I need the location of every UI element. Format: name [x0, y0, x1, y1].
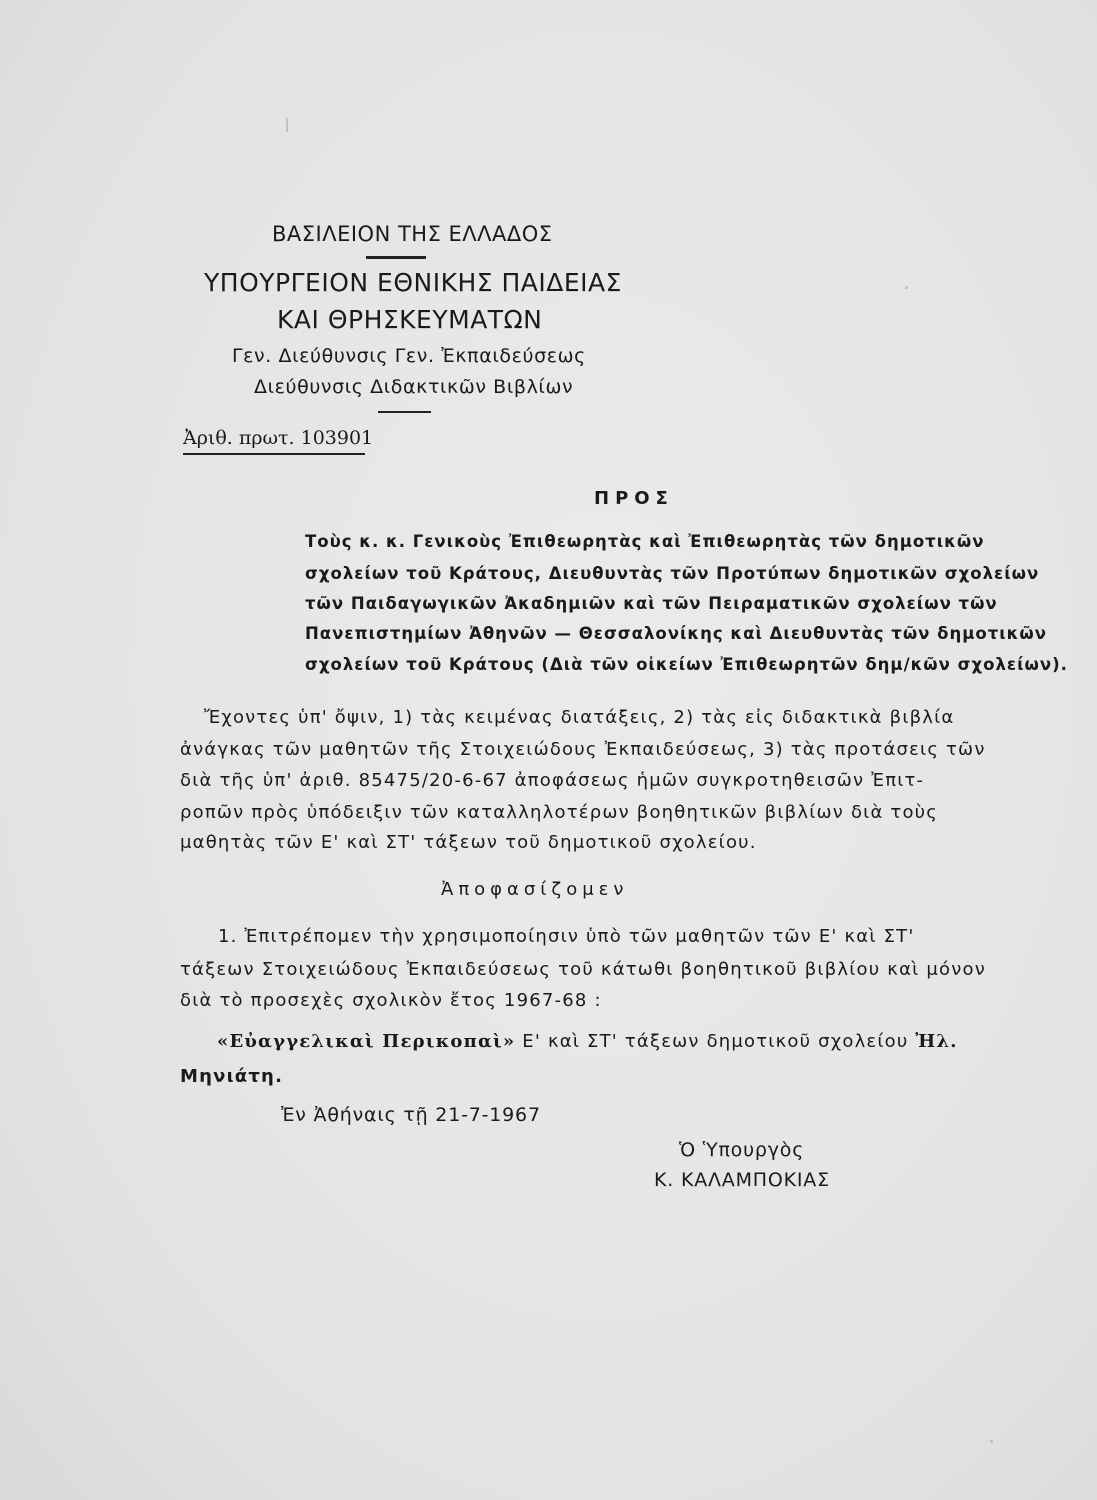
decision-item-line: τάξεων Στοιχειώδους Ἐκπαιδεύσεως τοῦ κάτωθι βοηθητικοῦ βιβλίου καὶ μόνον	[180, 959, 986, 980]
book-author-surname: Μηνιάτη.	[180, 1066, 284, 1087]
recipients-line: σχολείων τοῦ Κράτους, Διευθυντὰς τῶν Προτύπων δημοτικῶν σχολείων	[305, 564, 1040, 583]
ministry-heading-line2: ΚΑΙ ΘΡΗΣΚΕΥΜΑΤΩΝ	[277, 305, 543, 334]
recipients-line: Τοὺς κ. κ. Γενικοὺς Ἐπιθεωρητὰς καὶ Ἐπιθεωρητὰς τῶν δημοτικῶν	[305, 532, 985, 551]
header-rule-top	[366, 256, 426, 259]
preamble-line: μαθητὰς τῶν Ε' καὶ ΣΤ' τάξεων τοῦ δημοτικοῦ σχολείου.	[180, 832, 757, 853]
book-classes: Ε' καὶ ΣΤ' τάξεων δημοτικοῦ σχολείου	[515, 1031, 916, 1052]
preamble-line: διὰ τῆς ὑπ' ἀριθ. 85475/20-6-67 ἀποφάσεως ἡμῶν συγκροτηθεισῶν Ἐπιτ-	[180, 770, 925, 791]
book-line	[217, 1031, 958, 1052]
decision-item-line: 1. Ἐπιτρέπομεν τὴν χρησιμοποίησιν ὑπὸ τῶν μαθητῶν τῶν Ε' καὶ ΣΤ'	[218, 926, 915, 947]
ministry-heading-line1: ΥΠΟΥΡΓΕΙΟΝ ΕΘΝΙΚΗΣ ΠΑΙΔΕΙΑΣ	[204, 268, 622, 297]
directorate-line2: Διεύθυνσις Διδακτικῶν Βιβλίων	[254, 376, 574, 398]
recipients-line: Πανεπιστημίων Ἀθηνῶν — Θεσσαλονίκης καὶ Διευθυντὰς τῶν δημοτικῶν	[305, 624, 1047, 643]
place-date: Ἐν Ἀθήναις τῇ 21-7-1967	[281, 1104, 541, 1126]
minister-name: Κ. ΚΑΛΑΜΠΟΚΙΑΣ	[654, 1169, 830, 1191]
decision-item-line: διὰ τὸ προσεχὲς σχολικὸν ἔτος 1967-68 :	[180, 990, 602, 1011]
directorate-line1: Γεν. Διεύθυνσις Γεν. Ἐκπαιδεύσεως	[232, 345, 586, 367]
protocol-number: Ἀριθ. πρωτ. 103901	[183, 427, 374, 449]
recipients-line: σχολείων τοῦ Κράτους (Διὰ τῶν οἰκείων Ἐπιθεωρητῶν δημ/κῶν σχολείων).	[305, 655, 1068, 674]
header-rule-bottom	[378, 411, 431, 413]
protocol-underline	[183, 453, 365, 455]
book-title: «Εὐαγγελικαὶ Περικοπαὶ»	[217, 1031, 516, 1052]
kingdom-heading: ΒΑΣΙΛΕΙΟΝ ΤΗΣ ΕΛΛΑΔΟΣ	[272, 222, 553, 246]
preamble-line: ροπῶν πρὸς ὑπόδειξιν τῶν καταλληλοτέρων βοηθητικῶν βιβλίων διὰ τοὺς	[180, 802, 939, 823]
preamble-line: ἀνάγκας τῶν μαθητῶν τῆς Στοιχειώδους Ἐκπαιδεύσεως, 3) τὰς προτάσεις τῶν	[180, 739, 986, 760]
book-author-initial: Ἠλ.	[915, 1031, 958, 1052]
decision-heading: Ἀποφασίζομεν	[441, 879, 629, 900]
preamble-line: Ἔχοντες ὑπ' ὄψιν, 1) τὰς κειμένας διατάξεις, 2) τὰς εἰς διδακτικὰ βιβλία	[204, 707, 955, 728]
minister-title: Ὁ Ὑπουργὸς	[679, 1139, 805, 1161]
recipients-line: τῶν Παιδαγωγικῶν Ἀκαδημιῶν καὶ τῶν Πειραματικῶν σχολείων τῶν	[305, 594, 998, 613]
recipients-heading: ΠΡΟΣ	[594, 488, 674, 509]
